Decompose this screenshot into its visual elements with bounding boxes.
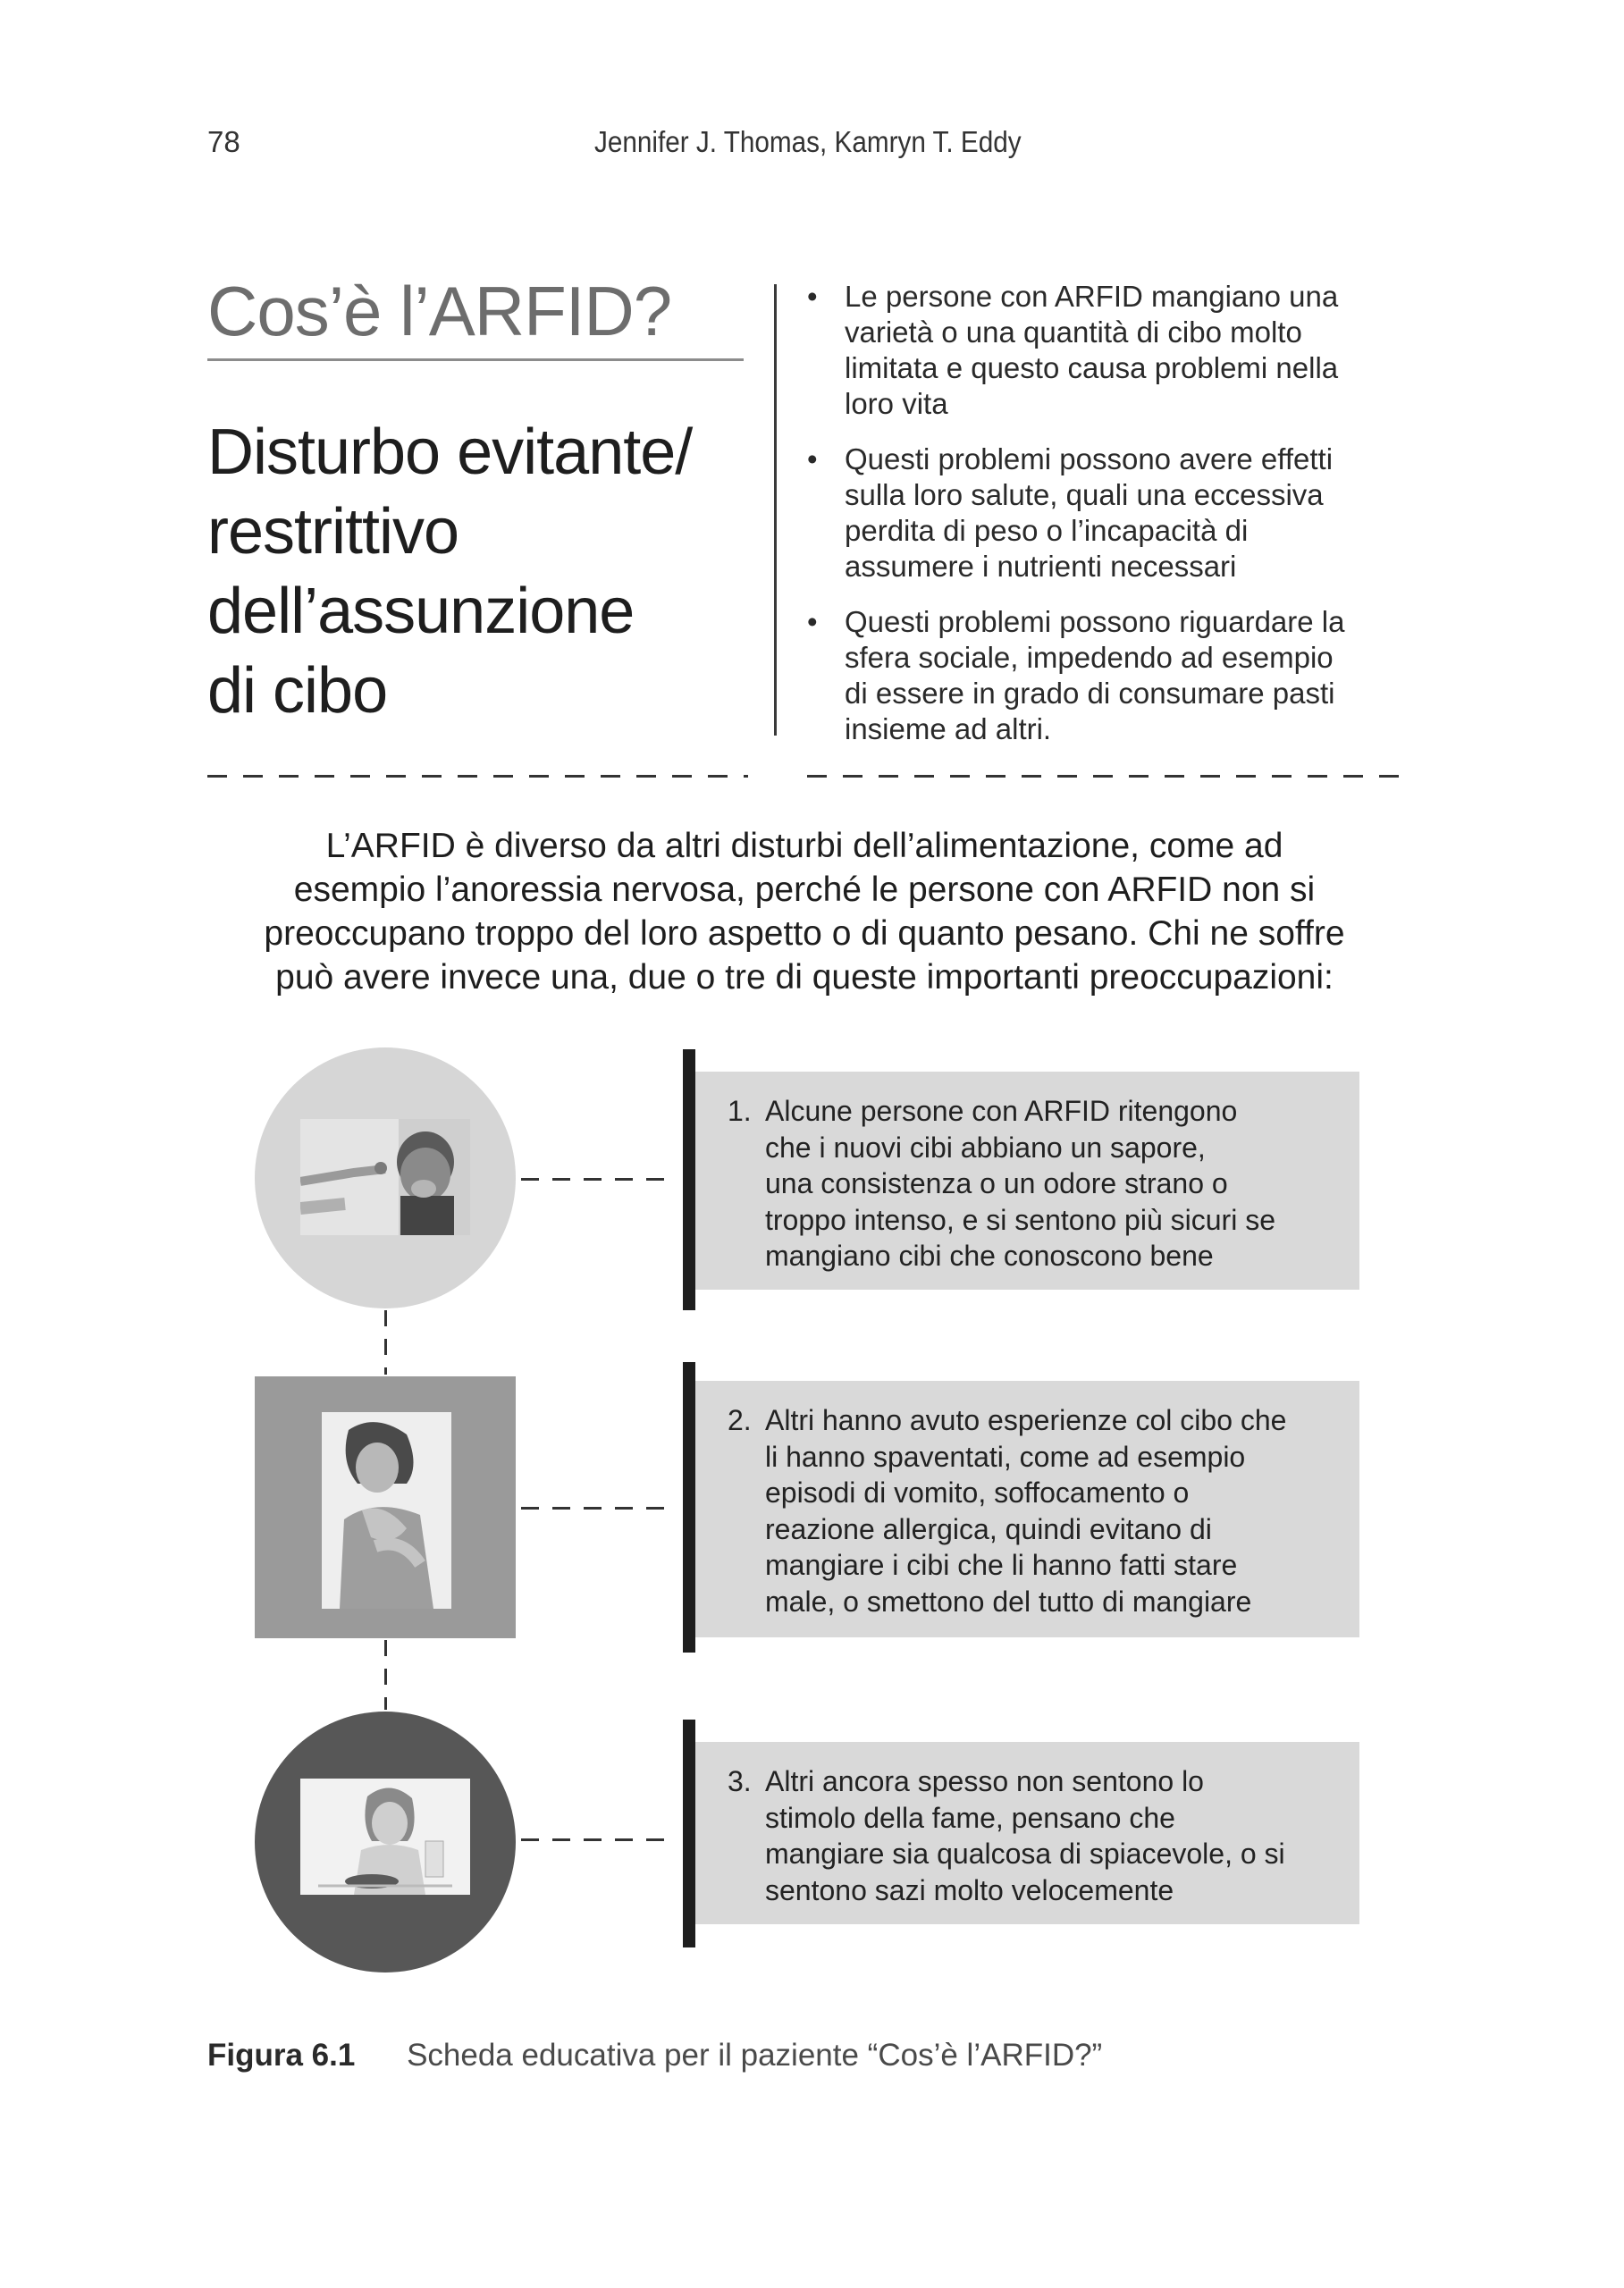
bullet-line: sfera sociale, impedendo ad esempio xyxy=(845,641,1334,674)
concern-line: episodi di vomito, soffocamento o xyxy=(765,1476,1190,1509)
bullet-line: insieme ad altri. xyxy=(845,712,1052,745)
child-refusing-food-photo xyxy=(300,1119,470,1235)
subtitle-line: di cibo xyxy=(207,655,388,727)
concern-box-3 xyxy=(695,1742,1359,1924)
concern-number: 2. xyxy=(728,1404,752,1436)
concern-box-1 xyxy=(695,1072,1359,1290)
dashed-divider-right xyxy=(807,775,1406,778)
bullet-item xyxy=(807,279,1379,422)
dashed-divider-left xyxy=(207,775,748,778)
horizontal-connector xyxy=(521,1507,673,1510)
vertical-divider xyxy=(774,284,777,736)
title-underline xyxy=(207,358,744,361)
horizontal-connector xyxy=(521,1178,673,1181)
concern-text xyxy=(765,1763,1342,1908)
intro-paragraph xyxy=(197,824,1412,999)
bullet-item xyxy=(807,604,1379,747)
page-title: Cos’è l’ARFID? xyxy=(207,272,672,350)
concern-line: Altri ancora spesso non sentono lo xyxy=(765,1765,1204,1797)
bullet-marker: • xyxy=(807,605,818,638)
subtitle-line: restrittivo xyxy=(207,496,459,568)
caption-label: Figura 6.1 xyxy=(207,2038,356,2073)
concern-number: 3. xyxy=(728,1765,752,1797)
accent-bar xyxy=(683,1049,695,1310)
bullet-line: Le persone con ARFID mangiano una xyxy=(845,280,1339,313)
bullet-line: di essere in grado di consumare pasti xyxy=(845,677,1335,710)
bullet-list xyxy=(807,279,1379,767)
intro-line: può avere invece una, due o tre di queste importanti preoccupazioni: xyxy=(275,958,1334,997)
horizontal-connector xyxy=(521,1838,673,1841)
bullet-line: varietà o una quantità di cibo molto xyxy=(845,315,1302,349)
concern-number: 1. xyxy=(728,1095,752,1127)
running-head-authors: Jennifer J. Thomas, Kamryn T. Eddy xyxy=(594,125,1022,158)
caption-text: Scheda educativa per il paziente “Cos’è l’ARFID?” xyxy=(407,2038,1103,2073)
vertical-connector xyxy=(384,1310,387,1375)
concern-line: mangiare i cibi che li hanno fatti stare xyxy=(765,1549,1238,1581)
concern-text xyxy=(765,1093,1342,1274)
intro-line: esempio l’anoressia nervosa, perché le persone con ARFID non si xyxy=(293,871,1316,909)
concern-box-2 xyxy=(695,1381,1359,1637)
bullet-line: Questi problemi possono avere effetti xyxy=(845,442,1334,475)
concern-text xyxy=(765,1402,1342,1619)
intro-line: L’ARFID è diverso da altri disturbi dell’alimentazione, come ad xyxy=(325,827,1283,865)
bullet-line: perdita di peso o l’incapacità di xyxy=(845,514,1249,547)
intro-line: preoccupano troppo del loro aspetto o di quanto pesano. Chi ne soffre xyxy=(264,914,1345,953)
vertical-connector xyxy=(384,1640,387,1710)
accent-bar xyxy=(683,1720,695,1947)
bullet-line: sulla loro salute, quali una eccessiva xyxy=(845,478,1324,511)
subtitle-line: dell’assunzione xyxy=(207,576,635,647)
bullet-line: assumere i nutrienti necessari xyxy=(845,550,1237,583)
accent-bar xyxy=(683,1362,695,1653)
concern-line: male, o smettono del tutto di mangiare xyxy=(765,1585,1252,1618)
bullet-marker: • xyxy=(807,280,818,313)
subtitle-line: Disturbo evitante/ xyxy=(207,416,693,488)
figure-caption xyxy=(207,2038,1102,2074)
girl-no-appetite-photo xyxy=(300,1779,470,1895)
bullet-item xyxy=(807,442,1379,585)
page-number: 78 xyxy=(207,125,240,158)
bullet-line: limitata e questo causa problemi nella xyxy=(845,351,1339,384)
bullet-line: Questi problemi possono riguardare la xyxy=(845,605,1345,638)
concern-line: sentono sazi molto velocemente xyxy=(765,1873,1174,1906)
bullet-line: loro vita xyxy=(845,387,948,420)
concern-line: che i nuovi cibi abbiano un sapore, xyxy=(765,1131,1206,1164)
concern-line: li hanno spaventati, come ad esempio xyxy=(765,1440,1246,1473)
concern-line: mangiano cibi che conoscono bene xyxy=(765,1240,1214,1272)
concern-line: stimolo della fame, pensano che xyxy=(765,1801,1175,1834)
concern-line: reazione allergica, quindi evitano di xyxy=(765,1512,1212,1545)
concern-line: una consistenza o un odore strano o xyxy=(765,1167,1228,1199)
subtitle xyxy=(207,413,779,731)
woman-choking-photo xyxy=(322,1412,451,1609)
bullet-marker: • xyxy=(807,442,818,475)
concern-line: mangiare sia qualcosa di spiacevole, o si xyxy=(765,1838,1285,1870)
concern-line: troppo intenso, e si sentono più sicuri se xyxy=(765,1203,1275,1236)
concern-line: Alcune persone con ARFID ritengono xyxy=(765,1095,1238,1127)
concern-line: Altri hanno avuto esperienze col cibo che xyxy=(765,1404,1287,1436)
